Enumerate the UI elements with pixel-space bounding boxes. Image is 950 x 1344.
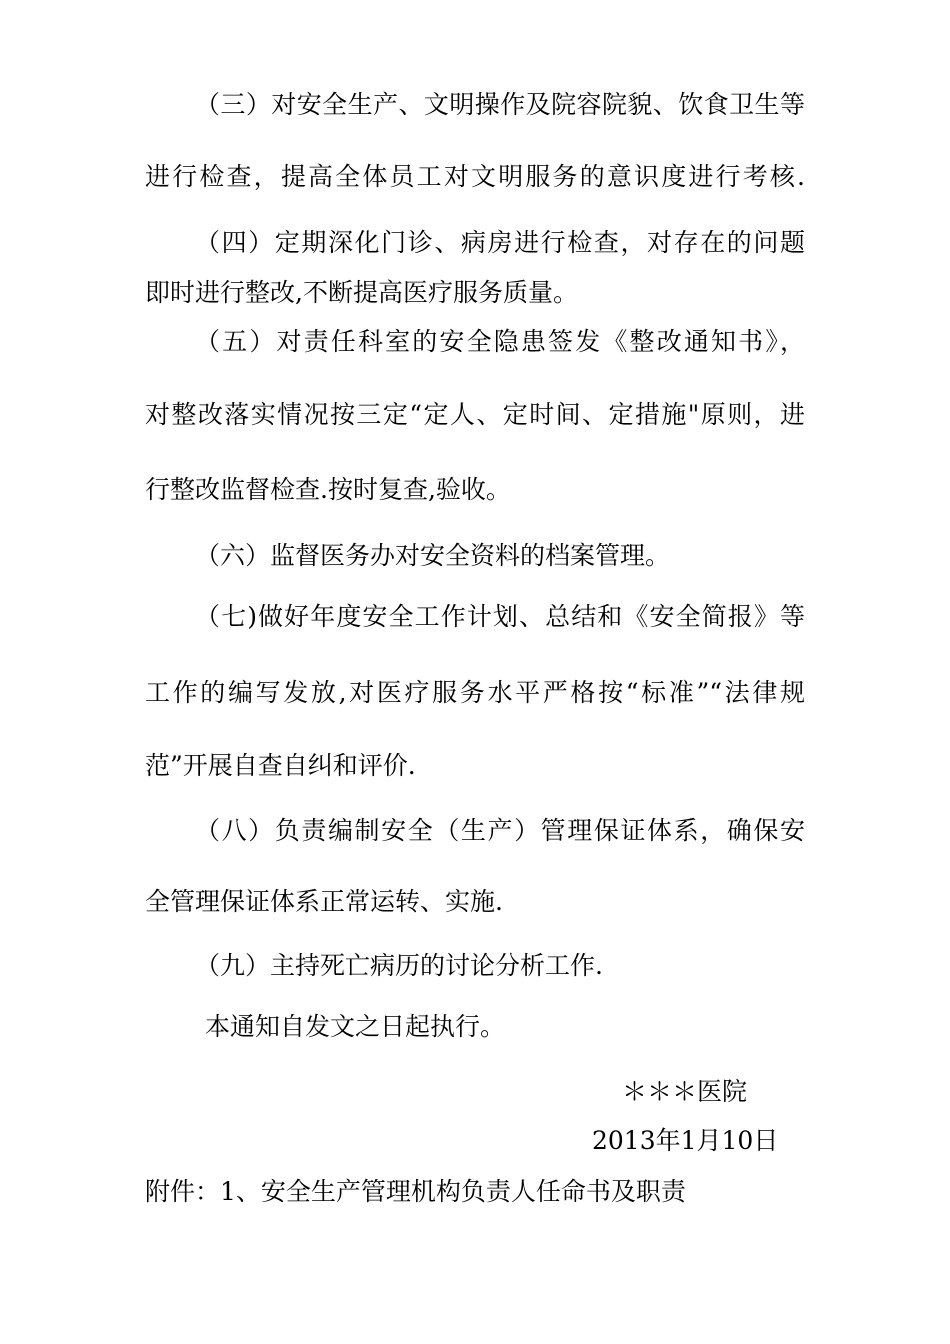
paragraph-line: 全管理保证体系正常运转、实施.: [145, 887, 503, 916]
paragraph-line: （九）主持死亡病历的讨论分析工作.: [195, 951, 603, 980]
paragraph-line: （八）负责编制安全（生产）管理保证体系，确保安: [195, 816, 805, 845]
paragraph-line: （六）监督医务办对安全资料的档案管理。: [195, 541, 671, 570]
paragraph-line: （七)做好年度安全工作计划、总结和《安全简报》等: [195, 602, 805, 631]
paragraph-line: （五）对责任科室的安全隐患签发《整改通知书》，: [195, 327, 805, 356]
paragraph-line: （四）定期深化门诊、病房进行检查，对存在的问题: [195, 228, 805, 257]
closing-statement: 本通知自发文之日起执行。: [205, 1012, 506, 1041]
paragraph-line: 工作的编写发放,对医疗服务水平严格按“标准”“法律规: [145, 678, 805, 707]
signature-date: 2013年1月10日: [592, 1126, 779, 1155]
paragraph-line: 进行检查，提高全体员工对文明服务的意识度进行考核.: [145, 162, 805, 191]
paragraph-line: 范”开展自查自纠和评价.: [145, 751, 416, 780]
paragraph-line: 对整改落实情况按三定“定人、定时间、定措施"原则，进: [145, 400, 805, 429]
paragraph-line: 即时进行整改,不断提高医疗服务质量。: [145, 278, 578, 307]
attachment-note: 附件：1、安全生产管理机构负责人任命书及职责: [145, 1177, 686, 1206]
paragraph-line: 行整改监督检查.按时复查,验收。: [145, 475, 511, 504]
paragraph-line: （三）对安全生产、文明操作及院容院貌、饮食卫生等: [195, 90, 805, 119]
signature-org: ＊＊＊医院: [622, 1077, 748, 1106]
